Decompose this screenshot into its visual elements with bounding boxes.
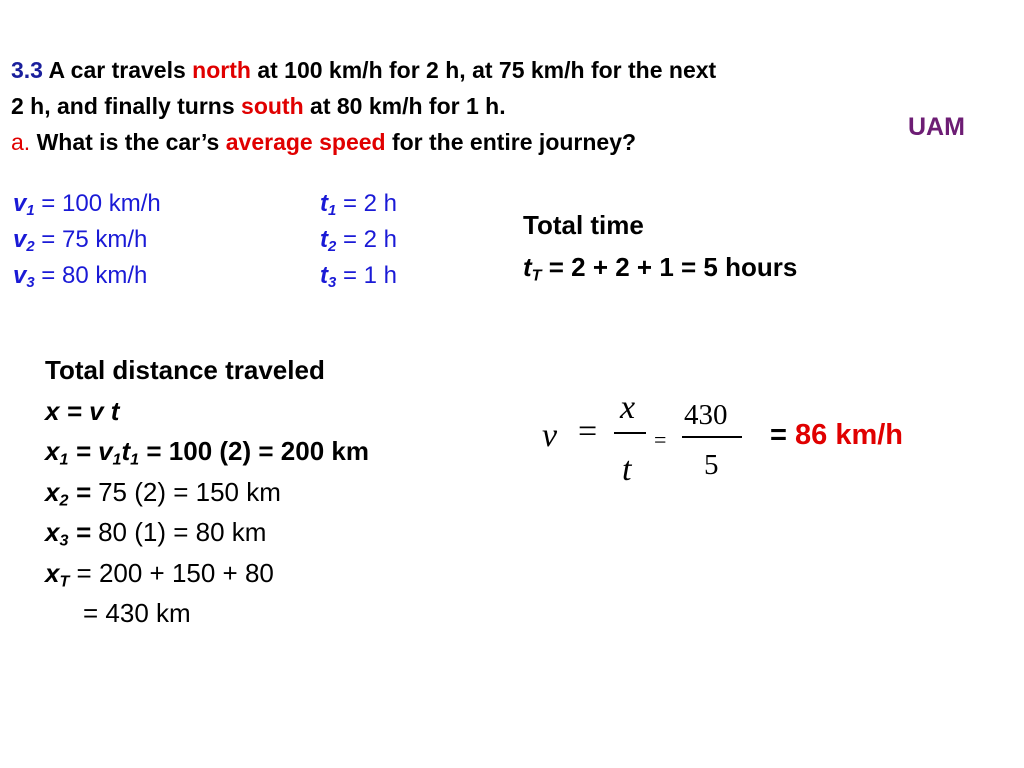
problem-text-3a: What is the car’s	[30, 129, 226, 155]
keyword-average-speed: average speed	[225, 129, 386, 155]
fraction-bar-numeric	[682, 436, 742, 438]
problem-text-2b: at 80 km/h for 1 h.	[303, 93, 506, 119]
formula-x: x	[620, 389, 636, 426]
keyword-south: south	[241, 93, 304, 119]
tT-symbol: t	[523, 252, 532, 282]
t3-value: = 1 h	[336, 262, 397, 289]
average-speed-result	[770, 419, 903, 452]
xT-symbol: x	[45, 557, 60, 588]
v3-symbol: v	[13, 262, 27, 289]
given-velocities	[13, 186, 161, 294]
formula-eq1: =	[578, 413, 598, 450]
xT-equation	[45, 553, 369, 594]
x2-subscript: 2	[59, 491, 69, 509]
fraction-bar-symbolic	[614, 432, 646, 434]
uam-label: UAM	[908, 113, 965, 141]
x1-v-subscript: 1	[112, 450, 122, 469]
problem-line-2	[11, 88, 716, 124]
problem-line-1	[11, 52, 716, 88]
x3-equation	[45, 512, 369, 553]
distance-formula: x = v t	[45, 395, 120, 426]
x1-mid: = v	[68, 436, 113, 466]
formula-v: v	[542, 417, 558, 454]
given-times	[320, 186, 397, 294]
result-value: 86 km/h	[795, 419, 903, 451]
x3-subscript: 3	[59, 531, 69, 550]
total-time-block	[523, 204, 797, 288]
formula-430: 430	[684, 399, 728, 431]
t3-subscript: 3	[328, 275, 337, 292]
given-v1	[13, 186, 161, 222]
x1-t-subscript: 1	[130, 450, 140, 469]
v3-subscript: 3	[26, 275, 35, 292]
v2-symbol: v	[13, 226, 27, 253]
v1-symbol: v	[13, 190, 27, 217]
x1-value: = 100 (2) = 200 km	[139, 436, 369, 466]
xT-subscript: T	[59, 572, 70, 590]
total-time-expression: = 2 + 2 + 1 = 5 hours	[541, 252, 798, 282]
average-speed-formula	[538, 383, 758, 493]
t2-symbol: t	[320, 226, 328, 253]
v1-value: = 100 km/h	[34, 190, 161, 217]
problem-text-1a: A car travels	[48, 57, 193, 83]
problem-line-3	[11, 124, 716, 160]
t2-subscript: 2	[328, 239, 337, 256]
part-label: a.	[11, 129, 31, 155]
problem-number: 3.3	[11, 57, 43, 83]
total-time-equation	[523, 246, 797, 288]
x1-symbol: x	[45, 436, 60, 466]
given-v2	[13, 222, 161, 258]
total-distance-block	[45, 350, 369, 634]
x3-value: 80 (1) = 80 km	[98, 517, 267, 547]
given-v3	[13, 258, 161, 294]
v2-value: = 75 km/h	[34, 226, 148, 253]
x2-value: 75 (2) = 150 km	[98, 476, 281, 507]
t1-symbol: t	[320, 190, 328, 217]
x3-symbol: x	[45, 517, 60, 547]
result-eq: =	[770, 419, 795, 451]
given-t2	[320, 222, 397, 258]
formula-5: 5	[704, 449, 719, 481]
x2-symbol: x	[45, 476, 60, 507]
xT-value: = 200 + 150 + 80	[69, 557, 274, 588]
problem-text-2a: 2 h, and finally turns	[11, 93, 242, 119]
distance-total: = 430 km	[83, 598, 191, 628]
formula-eq2: =	[654, 427, 667, 452]
x1-equation	[45, 431, 369, 472]
t1-subscript: 1	[328, 203, 337, 220]
given-t3	[320, 258, 397, 294]
t3-symbol: t	[320, 262, 328, 289]
x1-subscript: 1	[59, 450, 69, 469]
problem-text-3b: for the entire journey?	[385, 129, 637, 155]
keyword-north: north	[192, 57, 251, 83]
problem-text-1b: at 100 km/h for 2 h, at 75 km/h for the next	[250, 57, 717, 83]
v1-subscript: 1	[26, 203, 35, 220]
total-time-title: Total time	[523, 210, 644, 240]
given-t1	[320, 186, 397, 222]
v3-value: = 80 km/h	[34, 262, 148, 289]
t2-value: = 2 h	[336, 226, 397, 253]
problem-statement	[11, 52, 716, 160]
x2-equation	[45, 472, 369, 513]
v2-subscript: 2	[26, 239, 35, 256]
x1-t: t	[121, 436, 131, 466]
tT-subscript: T	[531, 266, 542, 285]
x2-eq: =	[68, 476, 99, 507]
total-distance-title: Total distance traveled	[45, 355, 325, 385]
formula-t: t	[622, 451, 632, 488]
x3-eq: =	[68, 517, 99, 547]
t1-value: = 2 h	[336, 190, 397, 217]
